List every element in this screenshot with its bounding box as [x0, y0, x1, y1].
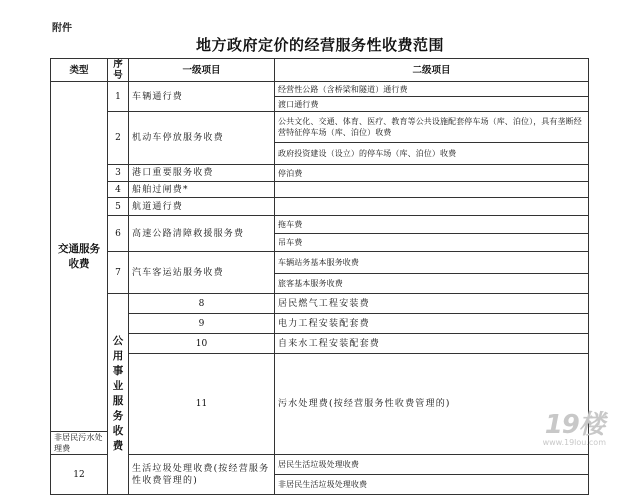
- level2-item: 非居民污水处理费: [51, 432, 108, 455]
- level1-item: 自来水工程安装配套费: [275, 334, 589, 354]
- level2-item: 拖车费: [275, 216, 589, 234]
- level2-item: 非居民生活垃圾处理收费: [275, 475, 589, 495]
- row-number: 9: [129, 314, 275, 334]
- level2-item: 停泊费: [275, 165, 589, 182]
- row-number: 4: [108, 182, 129, 198]
- level1-item: 车辆通行费: [129, 82, 275, 112]
- level1-item: 港口重要服务收费: [129, 165, 275, 182]
- level2-item-empty: [275, 198, 589, 216]
- column-header-level1: 一级项目: [129, 59, 275, 82]
- column-header-level2: 二级项目: [275, 59, 589, 82]
- level1-item: 电力工程安装配套费: [275, 314, 589, 334]
- table-row: [51, 82, 589, 97]
- table-row: [51, 354, 589, 432]
- column-header-number: 序号: [108, 59, 129, 82]
- watermark-logo: 19楼: [544, 410, 604, 440]
- level1-item: 机动车停放服务收费: [129, 112, 275, 165]
- level1-item: 居民燃气工程安装费: [275, 294, 589, 314]
- table-row: [51, 198, 589, 216]
- row-number: 5: [108, 198, 129, 216]
- table-row: [51, 112, 589, 143]
- table-row: [51, 216, 589, 234]
- level1-item: 航道通行费: [129, 198, 275, 216]
- category-cell-utilities: [108, 294, 129, 495]
- level2-item: 政府投资建设（设立）的停车场（库、泊位）收费: [275, 143, 589, 165]
- row-number: 11: [129, 354, 275, 455]
- level1-item: 汽车客运站服务收费: [129, 252, 275, 294]
- level2-item: 旅客基本服务收费: [275, 274, 589, 294]
- level1-item: 船舶过闸费*: [129, 182, 275, 198]
- row-number: 3: [108, 165, 129, 182]
- site-watermark: [543, 412, 606, 447]
- table-row: [51, 455, 589, 475]
- category-cell-transport: [51, 82, 108, 432]
- category-label: 交通服务收费: [58, 242, 100, 270]
- category-label: 公用事业服务收费: [112, 335, 124, 452]
- row-number: 7: [108, 252, 129, 294]
- level1-item: 污水处理费(按经营服务性收费管理的): [275, 354, 589, 455]
- row-number: 6: [108, 216, 129, 252]
- level2-item-empty: [275, 182, 589, 198]
- column-header-type: 类型: [51, 59, 108, 82]
- level1-item: 高速公路清障救援服务费: [129, 216, 275, 252]
- row-number: 1: [108, 82, 129, 112]
- table-row: [51, 165, 589, 182]
- level2-item: 吊车费: [275, 234, 589, 252]
- document-title: 地方政府定价的经营服务性收费范围: [195, 36, 444, 54]
- table-row: [51, 252, 589, 274]
- level1-item: 生活垃圾处理收费(按经营服务性收费管理的): [129, 455, 275, 495]
- level2-item: 渡口通行费: [275, 97, 589, 112]
- table-row: [51, 334, 589, 354]
- level2-item: 经营性公路（含桥梁和隧道）通行费: [275, 82, 589, 97]
- table-row: [51, 182, 589, 198]
- attachment-label: 附件: [52, 23, 72, 34]
- row-number: 2: [108, 112, 129, 165]
- level2-item: 车辆站务基本服务收费: [275, 252, 589, 274]
- table-row: [51, 294, 589, 314]
- row-number: 8: [129, 294, 275, 314]
- watermark-url: www.19lou.com: [542, 438, 606, 447]
- table-header-row: [51, 59, 589, 82]
- level2-item: 居民生活垃圾处理收费: [275, 455, 589, 475]
- row-number: 12: [51, 455, 108, 495]
- fee-scope-table: [50, 58, 589, 495]
- level2-item: 公共文化、交通、体育、医疗、教育等公共设施配套停车场（库、泊位），具有垄断经营特征停车场（库、泊位）收费: [275, 112, 589, 143]
- table-row: [51, 314, 589, 334]
- row-number: 10: [129, 334, 275, 354]
